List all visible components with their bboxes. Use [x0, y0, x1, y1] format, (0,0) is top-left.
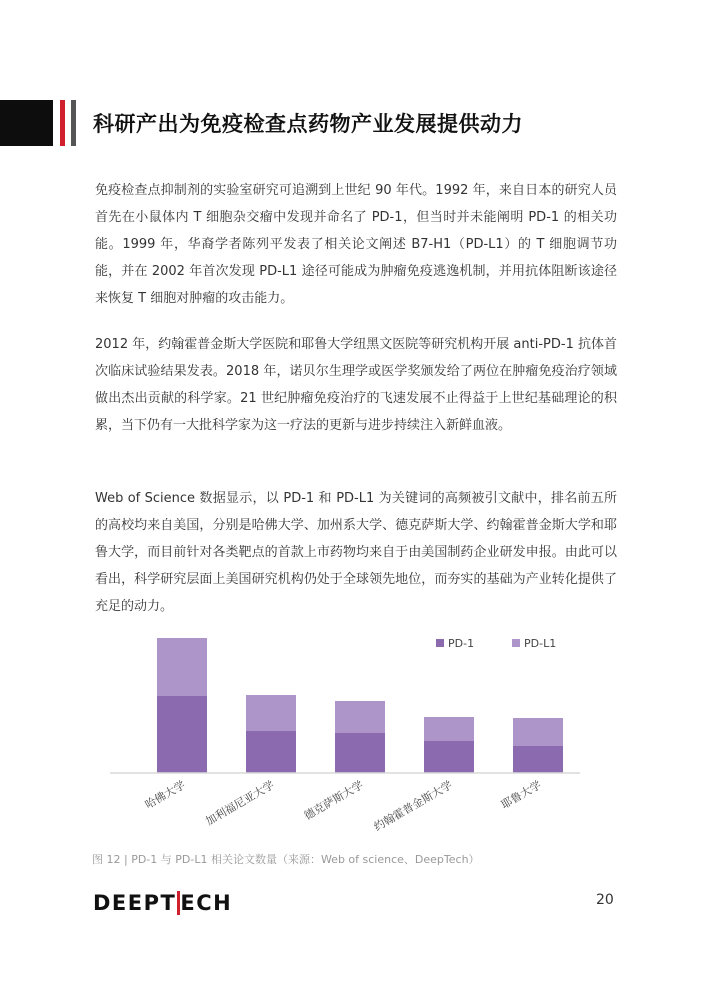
deeptech-logo [93, 891, 232, 915]
paragraph-1: 免疫检查点抑制剂的实验室研究可追溯到上世纪 90 年代。1992 年，来自日本的研究人员首先在小鼠体内 T 细胞杂交瘤中发现并命名了 PD-1，但当时并未能阐明 PD-1 的相关功能。1999 年，华裔学者陈列平发表了相关论文阐述 B7-H1（PD-L1）的 T 细胞调节功能，并在 2002 年首次发现 PD-L1 途径可能成为肿瘤免疫逃逸机制，并用抗体阻断该途径来恢复 T 细胞对肿瘤的攻击能力。 [95, 183, 617, 306]
section-title: 科研产出为免疫检查点药物产业发展提供动力 [93, 112, 523, 136]
header-gray-bar [71, 100, 76, 146]
bar-pdl1 [513, 718, 563, 746]
logo-text-ech: ECH [180, 891, 233, 915]
figure-caption: 图 12 | PD-1 与 PD-L1 相关论文数量（来源：Web of science、DeepTech） [92, 853, 480, 866]
logo-text-deep: DEEP [93, 891, 161, 915]
bar-pdl1 [424, 717, 474, 741]
bar-pd1 [513, 746, 563, 773]
paragraph-3: Web of Science 数据显示，以 PD-1 和 PD-L1 为关键词的高频被引文献中，排名前五所的高校均来自美国，分别是哈佛大学、加州系大学、德克萨斯大学、约翰霍普金斯大学和耶鲁大学，而目前针对各类靶点的首款上市药物均来自于由美国制药企业研发申报。由此可以看出，科学研究层面上美国研究机构仍处于全球领先地位，而夯实的基础为产业转化提供了充足的动力。 [95, 491, 617, 614]
bar-pd1 [157, 696, 207, 773]
category-label: 哈佛大学 [142, 778, 188, 812]
legend-swatch [512, 639, 520, 647]
logo-text-t: T [161, 891, 181, 915]
category-label: 耶鲁大学 [498, 778, 544, 812]
paragraph-2: 2012 年，约翰霍普金斯大学医院和耶鲁大学纽黑文医院等研究机构开展 anti-PD-1 抗体首次临床试验结果发表。2018 年，诺贝尔生理学或医学奖颁发给了两位在肿瘤免疫治疗领域做出杰出贡献的科学家。21 世纪肿瘤免疫治疗的飞速发展不止得益于上世纪基础理论的积累，当下仍有一大批科学家为这一疗法的更新与进步持续注入新鲜血液。 [95, 337, 617, 433]
bar-pdl1 [246, 695, 296, 731]
bar-chart [90, 625, 590, 845]
bar-pdl1 [335, 701, 385, 733]
bar-pd1 [335, 733, 385, 773]
legend-label: PD-L1 [524, 637, 557, 650]
page-number: 20 [596, 892, 614, 908]
legend-swatch [436, 639, 444, 647]
header-black-block [0, 100, 53, 146]
category-label: 约翰霍普金斯大学 [371, 778, 455, 834]
category-label: 德克萨斯大学 [301, 778, 366, 823]
bar-pd1 [246, 731, 296, 773]
bar-pd1 [424, 741, 474, 773]
legend-label: PD-1 [448, 637, 475, 650]
category-label: 加利福尼亚大学 [203, 778, 277, 829]
bar-pdl1 [157, 638, 207, 696]
header-red-bar [60, 100, 65, 146]
